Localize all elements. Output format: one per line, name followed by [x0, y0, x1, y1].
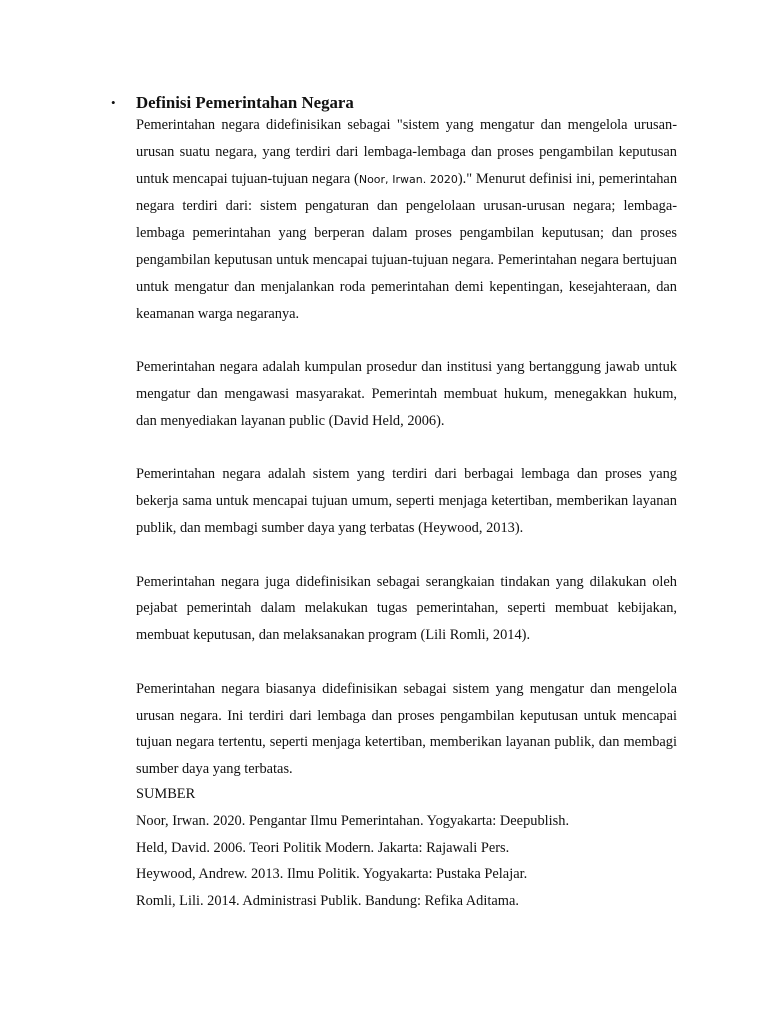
- source-item: Romli, Lili. 2014. Administrasi Publik. Bandung: Refika Aditama.: [136, 893, 519, 910]
- paragraph-gap: [136, 542, 677, 569]
- inline-citation: Noor, Irwan. 2020: [358, 172, 458, 186]
- paragraph-definition-5: Pemerintahan negara biasanya didefinisikan sebagai sistem yang mengatur dan mengelola urusan negara. Ini terdiri dari lembaga dan proses pengambilan keputusan untuk mencapai tujuan negara tertentu, seperti menjaga ketertiban, memberikan layanan publik, dan membagi sumber daya yang terbatas.: [136, 680, 677, 778]
- sources-title: SUMBER: [136, 785, 196, 802]
- paragraph-definition-3: Pemerintahan negara adalah sistem yang terdiri dari berbagai lembaga dan proses yang bekerja sama untuk mencapai tujuan umum, seperti menjaga ketertiban, memberikan layanan publik, dan membagi sumber daya yang terbatas (Heywood, 2013).: [136, 466, 677, 536]
- paragraph-gap: [136, 649, 677, 676]
- paragraph-text: Pemerintahan negara didefinisikan sebagai "sistem yang mengatur dan mengelola urusan-urusan suatu negara, yang terdiri dari lembaga-lembaga dan proses pengambilan keputusan untuk mencapai tujuan-tujuan negara (: [136, 117, 677, 187]
- bullet-marker: •: [111, 95, 116, 110]
- paragraph-gap: [136, 435, 677, 462]
- paragraph-definition-1: [136, 112, 677, 327]
- document-body: [111, 93, 678, 915]
- paragraph-definition-2: Pemerintahan negara adalah kumpulan prosedur dan institusi yang bertanggung jawab untuk mengatur dan mengawasi masyarakat. Pemerintah membuat hukum, menegakkan hukum, dan menyediakan layanan public (David Held, 2006).: [136, 359, 677, 429]
- source-item: Heywood, Andrew. 2013. Ilmu Politik. Yogyakarta: Pustaka Pelajar.: [136, 866, 528, 883]
- source-item: Held, David. 2006. Teori Politik Modern. Jakarta: Rajawali Pers.: [136, 839, 510, 856]
- section-heading: Definisi Pemerintahan Negara: [136, 93, 354, 112]
- paragraph-text: )." Menurut definisi ini, pemerintahan negara terdiri dari: sistem pengaturan dan pengelolaan urusan-urusan negara; lembaga-lembaga pemerintahan yang berperan dalam proses pengambilan keputusan; dan proses pengambilan keputusan untuk mencapai tujuan-tujuan negara. Pemerintahan negara bertujuan untuk mengatur dan menjalankan roda pemerintahan demi kepentingan, kesejahteraan, dan keamanan warga negaranya.: [136, 170, 678, 322]
- paragraph-definition-4: Pemerintahan negara juga didefinisikan sebagai serangkaian tindakan yang dilakukan oleh pejabat pemerintah dalam melakukan tugas pemerintahan, seperti membuat kebijakan, membuat keputusan, dan melaksanakan program (Lili Romli, 2014).: [136, 573, 677, 644]
- source-item: Noor, Irwan. 2020. Pengantar Ilmu Pemerintahan. Yogyakarta: Deepublish.: [136, 812, 570, 829]
- paragraph-gap: [136, 327, 677, 354]
